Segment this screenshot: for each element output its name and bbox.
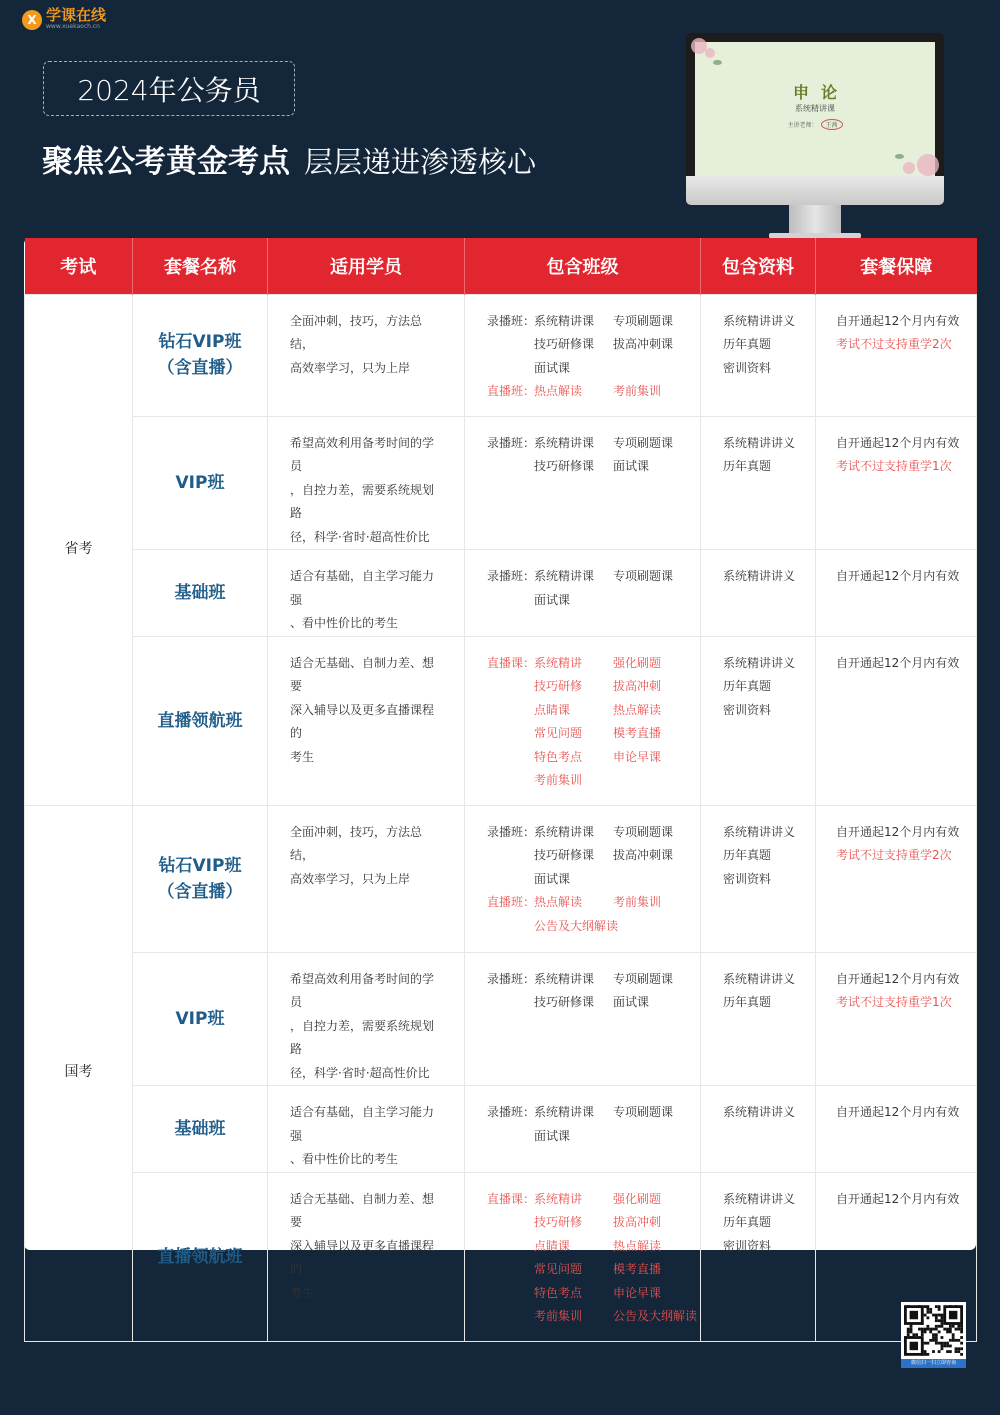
materials-cell (701, 636, 816, 805)
class-item: 申论早课 (613, 749, 662, 764)
class-line (487, 968, 700, 992)
students-line: ，自控力差，需要系统规划路 (290, 1018, 435, 1056)
students-line: 适合有基础，自主学习能力强 (290, 1105, 435, 1143)
class-line (487, 1125, 700, 1149)
class-item: 系统精讲 (534, 1191, 583, 1206)
class-item: 拔高冲刺 (613, 679, 662, 693)
class-line (487, 380, 700, 404)
classes-cell (465, 550, 701, 637)
brand-name: 学课在线 (46, 6, 107, 24)
class-type-label (487, 769, 534, 793)
students-line: 深入辅导以及更多直播课程的 (290, 1238, 435, 1276)
class-type-label (487, 675, 534, 699)
material-item: 历年真题 (723, 337, 772, 351)
class-item: 技巧研修 (534, 679, 583, 693)
guarantee-item: 自开通起12个月内有效 (836, 655, 960, 670)
package-name-line: 钻石VIP班 (158, 332, 242, 352)
guarantee-cell (816, 805, 977, 952)
class-type-label (487, 868, 534, 892)
brand-logo (22, 8, 106, 31)
class-line (487, 432, 700, 456)
class-line (487, 675, 700, 699)
class-line (487, 357, 700, 381)
package-name-cell (133, 294, 268, 416)
guarantee-cell (816, 1086, 977, 1173)
material-item: 系统精讲讲义 (723, 435, 796, 450)
guarantee-item: 考试不过支持重学2次 (836, 848, 952, 862)
table-header-row (25, 238, 977, 294)
teacher-name: 王茜 (821, 119, 843, 130)
materials-cell (701, 416, 816, 550)
class-item: 技巧研修 (534, 1215, 583, 1229)
class-item: 热点解读 (534, 895, 583, 909)
exam-cell: 省考 (25, 294, 133, 805)
material-item: 历年真题 (723, 459, 772, 473)
package-name-line: （含直播） (157, 881, 243, 902)
class-type-label: 录播班： (487, 313, 536, 328)
class-line (487, 868, 700, 892)
header-materials: 包含资料 (701, 238, 816, 294)
class-type-label: 直播班： (487, 384, 536, 398)
guarantee-item: 自开通起12个月内有效 (836, 971, 960, 986)
students-cell (268, 805, 465, 952)
class-line (487, 844, 700, 868)
students-line: 希望高效利用备考时间的学员 (290, 971, 435, 1009)
package-name-cell (133, 636, 268, 805)
qr-code[interactable] (901, 1302, 966, 1368)
class-item: 申论早课 (613, 1285, 662, 1300)
class-line (487, 746, 700, 770)
class-item: 拔高冲刺课 (613, 337, 674, 351)
guarantee-item: 自开通起12个月内有效 (836, 569, 960, 583)
class-type-label (487, 1125, 534, 1149)
class-item: 系统精讲课 (534, 435, 595, 450)
class-line (487, 455, 700, 479)
class-type-label: 录播班： (487, 569, 536, 583)
class-item: 热点解读 (613, 1238, 662, 1253)
class-line (487, 1211, 700, 1235)
classes-cell (465, 1172, 701, 1341)
header-guarantee: 套餐保障 (816, 238, 977, 294)
students-cell (268, 952, 465, 1086)
class-item: 拔高冲刺 (613, 1215, 662, 1229)
package-name-line: 直播领航班 (157, 1246, 243, 1267)
class-item: 面试课 (534, 871, 571, 886)
header-classes: 包含班级 (465, 238, 701, 294)
table-row (25, 1172, 977, 1341)
students-line: 高效率学习，只为上岸 (290, 871, 411, 886)
class-item: 技巧研修课 (534, 995, 595, 1009)
guarantee-item: 考试不过支持重学1次 (836, 459, 952, 473)
class-item: 考前集训 (613, 895, 662, 909)
package-name-cell (133, 805, 268, 952)
class-line (487, 699, 700, 723)
guarantee-item: 考试不过支持重学2次 (836, 337, 952, 351)
screen-subtitle: 系统精讲课 (795, 104, 835, 113)
material-item: 密训资料 (723, 871, 772, 886)
guarantee-item: 自开通起12个月内有效 (836, 1191, 960, 1206)
package-table-card (24, 238, 976, 1323)
class-item: 考前集训 (613, 384, 662, 398)
class-line (487, 1235, 700, 1259)
students-cell (268, 294, 465, 416)
flower-decoration (917, 154, 939, 176)
class-type-label: 录播班： (487, 1105, 536, 1119)
material-item: 历年真题 (723, 679, 772, 693)
students-line: 、看中性价比的考生 (290, 1152, 399, 1166)
materials-cell (701, 294, 816, 416)
class-line (487, 1305, 700, 1329)
package-name-cell (133, 550, 268, 637)
students-line: 全面冲刺，技巧，方法总结， (290, 313, 423, 351)
class-item: 专项刷题课 (613, 824, 674, 839)
class-type-label (487, 722, 534, 746)
students-line: 全面冲刺，技巧，方法总结， (290, 824, 423, 862)
exam-cell: 国考 (25, 805, 133, 1341)
materials-cell (701, 952, 816, 1086)
class-item: 点睛课 (534, 1238, 571, 1253)
material-item: 历年真题 (723, 848, 772, 862)
class-type-label (487, 1282, 534, 1306)
class-type-label (487, 1211, 534, 1235)
class-type-label (487, 333, 534, 357)
class-type-label: 直播班： (487, 895, 536, 909)
package-name-line: VIP班 (175, 472, 225, 493)
students-line: 适合无基础、自制力差、想要 (290, 655, 435, 693)
class-type-label (487, 357, 534, 381)
package-name-line: 基础班 (174, 582, 226, 603)
brand-domain: www.xuekaoch.cn (46, 23, 100, 30)
monitor-illustration (686, 33, 944, 241)
class-item: 热点解读 (534, 384, 583, 398)
class-item: 拔高冲刺课 (613, 848, 674, 862)
class-item: 强化刷题 (613, 1191, 662, 1206)
classes-cell (465, 636, 701, 805)
class-item: 系统精讲课 (534, 569, 595, 583)
classes-cell (465, 1086, 701, 1173)
class-item: 系统精讲课 (534, 313, 595, 328)
class-type-label (487, 991, 534, 1015)
package-name-cell (133, 1172, 268, 1341)
classes-cell (465, 294, 701, 416)
package-table (24, 238, 977, 1342)
class-line (487, 310, 700, 334)
material-item: 系统精讲讲义 (723, 655, 796, 670)
class-line (487, 891, 700, 915)
qr-caption: 微信扫一扫立即咨询 (901, 1359, 966, 1368)
material-item: 密训资料 (723, 360, 772, 375)
class-item: 技巧研修课 (534, 337, 595, 351)
package-name-cell (133, 1086, 268, 1173)
class-item: 面试课 (534, 592, 571, 607)
guarantee-cell (816, 416, 977, 550)
class-type-label (487, 699, 534, 723)
material-item: 系统精讲讲义 (723, 1105, 796, 1119)
flower-decoration (705, 48, 715, 58)
material-item: 系统精讲讲义 (723, 824, 796, 839)
class-item: 系统精讲课 (534, 971, 595, 986)
students-cell (268, 1172, 465, 1341)
class-item: 考前集训 (534, 1309, 583, 1323)
class-line (487, 333, 700, 357)
headline (42, 136, 536, 181)
students-cell (268, 1086, 465, 1173)
class-type-label (487, 455, 534, 479)
guarantee-cell (816, 294, 977, 416)
class-line (487, 565, 700, 589)
class-type-label (487, 844, 534, 868)
students-line: 考生 (290, 1285, 315, 1300)
class-item: 专项刷题课 (613, 971, 674, 986)
class-item: 常见问题 (534, 1262, 583, 1276)
class-line (487, 821, 700, 845)
class-item: 专项刷题课 (613, 569, 674, 583)
class-item: 系统精讲课 (534, 1105, 595, 1119)
guarantee-item: 考试不过支持重学1次 (836, 995, 952, 1009)
guarantee-item: 自开通起12个月内有效 (836, 824, 960, 839)
students-line: ，自控力差，需要系统规划路 (290, 482, 435, 520)
class-item: 公告及大纲解读 (613, 1309, 698, 1323)
class-type-label (487, 1235, 534, 1259)
guarantee-item: 自开通起12个月内有效 (836, 1105, 960, 1119)
classes-cell (465, 805, 701, 952)
guarantee-cell (816, 550, 977, 637)
class-item: 系统精讲课 (534, 824, 595, 839)
students-line: 径，科学·省时·超高性价比 (290, 1065, 430, 1080)
students-line: 高效率学习，只为上岸 (290, 360, 411, 375)
materials-cell (701, 805, 816, 952)
class-item: 面试课 (534, 360, 571, 375)
package-name-line: VIP班 (175, 1008, 225, 1029)
class-item: 专项刷题课 (613, 313, 674, 328)
class-line (487, 1101, 700, 1125)
flower-decoration (903, 162, 915, 174)
students-line: 径，科学·省时·超高性价比 (290, 529, 430, 544)
class-item: 强化刷题 (613, 655, 662, 670)
class-line (487, 722, 700, 746)
table-body (25, 294, 977, 1341)
materials-cell (701, 550, 816, 637)
header-students: 适用学员 (268, 238, 465, 294)
table-row (25, 416, 977, 550)
package-name-line: （含直播） (157, 358, 243, 378)
table-row (25, 550, 977, 637)
package-name-cell (133, 952, 268, 1086)
material-item: 系统精讲讲义 (723, 971, 796, 986)
students-line: 考生 (290, 749, 315, 764)
class-line (487, 769, 700, 793)
headline-light: 层层递进渗透核心 (304, 145, 537, 179)
guarantee-item: 自开通起12个月内有效 (836, 313, 960, 328)
class-line (487, 1258, 700, 1282)
classes-cell (465, 416, 701, 550)
class-type-label (487, 589, 534, 613)
class-line (487, 915, 700, 939)
class-type-label: 直播课： (487, 1191, 536, 1206)
class-item: 面试课 (613, 459, 650, 473)
class-item: 系统精讲 (534, 655, 583, 670)
class-item: 考前集训 (534, 773, 583, 787)
class-type-label (487, 915, 534, 939)
class-item: 专项刷题课 (613, 435, 674, 450)
class-line (487, 589, 700, 613)
monitor-chin (686, 176, 944, 205)
table-row (25, 1086, 977, 1173)
qr-pattern-icon (904, 1305, 963, 1356)
class-item: 面试课 (613, 995, 650, 1009)
monitor-stand (789, 205, 841, 235)
class-type-label: 录播班： (487, 824, 536, 839)
header-exam: 考试 (25, 238, 133, 294)
package-name-cell (133, 416, 268, 550)
class-item: 特色考点 (534, 1285, 583, 1300)
students-cell (268, 416, 465, 550)
class-type-label: 录播班： (487, 435, 536, 450)
screen-title: 申论 (792, 83, 849, 102)
teacher-label: 主讲老师： (787, 122, 818, 129)
students-line: 、看中性价比的考生 (290, 616, 399, 630)
class-item: 专项刷题课 (613, 1105, 674, 1119)
class-item: 点睛课 (534, 702, 571, 717)
table-row (25, 636, 977, 805)
guarantee-cell (816, 952, 977, 1086)
material-item: 系统精讲讲义 (723, 1191, 796, 1206)
table-row (25, 805, 977, 952)
class-line (487, 1188, 700, 1212)
class-item: 热点解读 (613, 702, 662, 717)
package-name-line: 基础班 (174, 1118, 226, 1139)
classes-cell (465, 952, 701, 1086)
materials-cell (701, 1172, 816, 1341)
class-item: 常见问题 (534, 726, 583, 740)
material-item: 系统精讲讲义 (723, 313, 796, 328)
table-row (25, 294, 977, 416)
material-item: 历年真题 (723, 1215, 772, 1229)
leaf-decoration (713, 60, 722, 65)
package-name-line: 直播领航班 (157, 710, 243, 731)
class-type-label: 直播课： (487, 655, 536, 670)
monitor-screen (695, 42, 935, 176)
leaf-decoration (895, 154, 904, 159)
material-item: 密训资料 (723, 702, 772, 717)
class-item: 模考直播 (613, 1262, 662, 1276)
logo-mark-icon: X (22, 10, 42, 30)
students-cell (268, 636, 465, 805)
material-item: 密训资料 (723, 1238, 772, 1253)
students-line: 适合有基础，自主学习能力强 (290, 569, 435, 607)
material-item: 历年真题 (723, 995, 772, 1009)
screen-teacher (695, 119, 935, 130)
class-line (487, 991, 700, 1015)
material-item: 系统精讲讲义 (723, 569, 796, 583)
class-type-label: 录播班： (487, 971, 536, 986)
students-line: 适合无基础、自制力差、想要 (290, 1191, 435, 1229)
package-name-line: 钻石VIP班 (158, 855, 242, 876)
students-cell (268, 550, 465, 637)
class-type-label (487, 746, 534, 770)
class-item: 面试课 (534, 1128, 571, 1143)
year-label: 2024年公务员 (43, 61, 295, 116)
header-package: 套餐名称 (133, 238, 268, 294)
students-line: 深入辅导以及更多直播课程的 (290, 702, 435, 740)
materials-cell (701, 1086, 816, 1173)
guarantee-cell (816, 636, 977, 805)
class-item: 特色考点 (534, 749, 583, 764)
class-line (487, 1282, 700, 1306)
class-type-label (487, 1305, 534, 1329)
class-item: 技巧研修课 (534, 459, 595, 473)
class-item: 模考直播 (613, 726, 662, 740)
class-line (487, 652, 700, 676)
headline-bold: 聚焦公考黄金考点 (42, 144, 290, 180)
class-item: 公告及大纲解读 (534, 918, 619, 933)
students-line: 希望高效利用备考时间的学员 (290, 435, 435, 473)
table-row (25, 952, 977, 1086)
class-item: 技巧研修课 (534, 848, 595, 862)
guarantee-item: 自开通起12个月内有效 (836, 435, 960, 450)
class-type-label (487, 1258, 534, 1282)
